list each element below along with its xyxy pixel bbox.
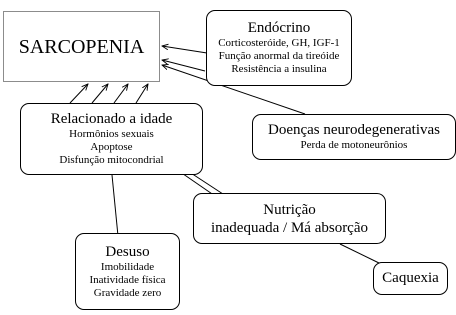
idade-title: Relacionado a idade	[50, 111, 173, 127]
endocrino-line-3: Resistência a insulina	[231, 63, 327, 75]
endocrino-box	[206, 10, 352, 86]
neuro-title: Doenças neurodegenerativas	[267, 122, 440, 138]
endocrino-line-1: Corticosteróide, GH, IGF-1	[218, 37, 340, 49]
arrow-endocrino-to-sarcopenia	[162, 46, 207, 53]
arrow-idade-to-sarcopenia-1	[70, 84, 88, 103]
nutricao-line-1: Nutrição	[263, 201, 316, 218]
sarcopenia-box	[3, 11, 160, 82]
arrow-idade-to-sarcopenia-3	[114, 84, 128, 103]
endocrino-title: Endócrino	[247, 20, 311, 36]
idade-line-3: Disfunção mitocondrial	[59, 154, 164, 166]
arrow-endocrino-to-sarcopenia-2	[162, 60, 205, 71]
caquexia-box	[373, 262, 448, 295]
desuso-title: Desuso	[105, 243, 150, 260]
endocrino-line-2: Função anormal da tireóide	[218, 50, 340, 62]
sarcopenia-title: SARCOPENIA	[18, 35, 145, 58]
neuro-line-1: Perda de motoneurônios	[300, 139, 408, 151]
link-caquexia-to-nutricao	[340, 244, 379, 263]
desuso-line-2: Inatividade física	[89, 273, 166, 286]
idade-box	[20, 103, 203, 175]
arrow-idade-to-sarcopenia-2	[92, 84, 108, 103]
desuso-line-1: Imobilidade	[100, 260, 155, 273]
arrow-idade-to-sarcopenia-4	[136, 84, 148, 103]
idade-line-2: Apoptose	[90, 141, 133, 153]
neuro-box	[252, 114, 456, 160]
caquexia-title: Caquexia	[382, 270, 439, 286]
link-desuso-to-idade	[112, 175, 118, 236]
desuso-line-3: Gravidade zero	[93, 286, 162, 299]
nutricao-box	[193, 193, 386, 244]
desuso-box	[75, 233, 180, 310]
nutricao-line-2: inadequada / Má absorção	[210, 219, 369, 236]
idade-line-1: Hormônios sexuais	[69, 128, 154, 140]
